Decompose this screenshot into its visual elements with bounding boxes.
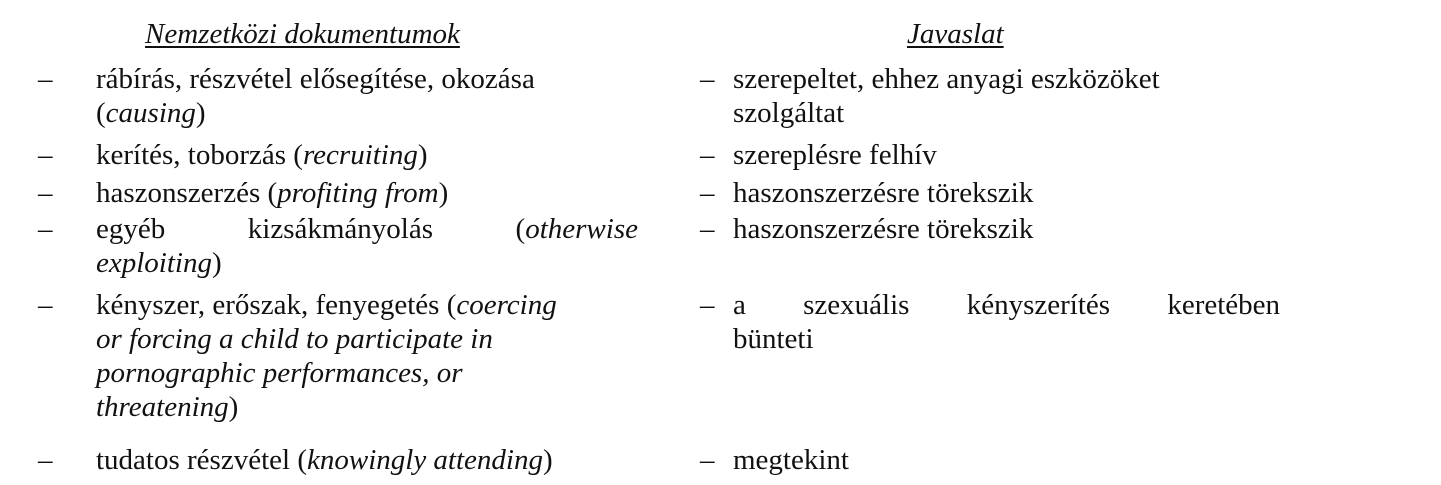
left-list-item — [38, 138, 638, 172]
justified-line — [96, 212, 638, 246]
right-item-text — [700, 62, 1280, 130]
dash-bullet: – — [38, 213, 53, 245]
right-item-text: szereplésre felhív — [733, 139, 937, 171]
english-term: threatening — [96, 391, 229, 423]
left-item-line: rábírás, részvétel elősegítése, okozása — [96, 63, 535, 95]
right-list-item — [700, 443, 1280, 477]
proposal-term: szexuális — [803, 289, 910, 321]
english-term: profiting from — [277, 177, 439, 209]
right-item-text — [700, 288, 1280, 356]
paren: ( — [515, 213, 526, 245]
dash-bullet: – — [38, 444, 53, 476]
right-item-text: megtekint — [733, 444, 849, 476]
proposal-term: kényszerítés — [966, 289, 1111, 321]
paren: ) — [228, 391, 239, 423]
right-list-item — [700, 176, 1280, 210]
left-item-text — [38, 443, 638, 477]
right-list-item — [700, 212, 1280, 246]
proposal-term: bünteti — [733, 323, 814, 355]
hungarian-term: egyéb — [96, 213, 166, 245]
dash-bullet: – — [38, 289, 53, 321]
english-term: pornographic performances, or — [96, 357, 463, 389]
left-item-text — [38, 212, 638, 280]
right-list-item — [700, 288, 1280, 356]
proposal-term: a — [733, 289, 746, 321]
column-header-proposal: Javaslat — [907, 18, 1004, 50]
left-item-text — [38, 176, 638, 210]
dash-bullet: – — [700, 177, 715, 209]
english-term: recruiting — [302, 139, 418, 171]
hungarian-term: tudatos részvétel ( — [96, 444, 307, 476]
proposal-term: szolgáltat — [733, 97, 845, 129]
right-item-text: haszonszerzésre törekszik — [733, 213, 1034, 245]
dash-bullet: – — [700, 139, 715, 171]
dash-bullet: – — [700, 63, 715, 95]
column-header-international-documents: Nemzetközi dokumentumok — [145, 18, 460, 50]
dash-bullet: – — [700, 444, 715, 476]
dash-bullet: – — [700, 289, 715, 321]
hungarian-term: kizsákmányolás — [247, 213, 434, 245]
right-list-item — [700, 138, 1280, 172]
paren: ( — [96, 97, 106, 129]
right-list-item — [700, 62, 1280, 130]
left-list-item — [38, 176, 638, 210]
hungarian-term: kényszer, erőszak, fenyegetés ( — [96, 289, 457, 321]
justified-line — [733, 288, 1280, 322]
hungarian-term: haszonszerzés ( — [96, 177, 278, 209]
paren: ) — [195, 97, 206, 129]
left-list-item — [38, 62, 638, 130]
english-term: otherwise — [525, 213, 638, 245]
english-term: causing — [105, 97, 196, 129]
dash-bullet: – — [38, 177, 53, 209]
english-term: or forcing a child to participate in — [96, 323, 493, 355]
dash-bullet: – — [38, 139, 53, 171]
left-list-item — [38, 443, 638, 477]
paren: ) — [211, 247, 222, 279]
left-item-text — [38, 288, 638, 424]
english-term: exploiting — [96, 247, 212, 279]
english-term: coercing — [456, 289, 557, 321]
proposal-term: keretében — [1167, 289, 1281, 321]
left-list-item — [38, 212, 638, 280]
english-term: knowingly attending — [306, 444, 543, 476]
paren: ) — [542, 444, 553, 476]
left-item-text — [38, 62, 638, 130]
paren: ) — [417, 139, 428, 171]
proposal-term: szerepeltet, ehhez anyagi eszközöket — [733, 63, 1160, 95]
dash-bullet: – — [38, 63, 53, 95]
hungarian-term: kerítés, toborzás ( — [96, 139, 303, 171]
dash-bullet: – — [700, 213, 715, 245]
left-item-text — [38, 138, 638, 172]
right-item-text: haszonszerzésre törekszik — [733, 177, 1034, 209]
paren: ) — [438, 177, 449, 209]
left-list-item — [38, 288, 638, 424]
